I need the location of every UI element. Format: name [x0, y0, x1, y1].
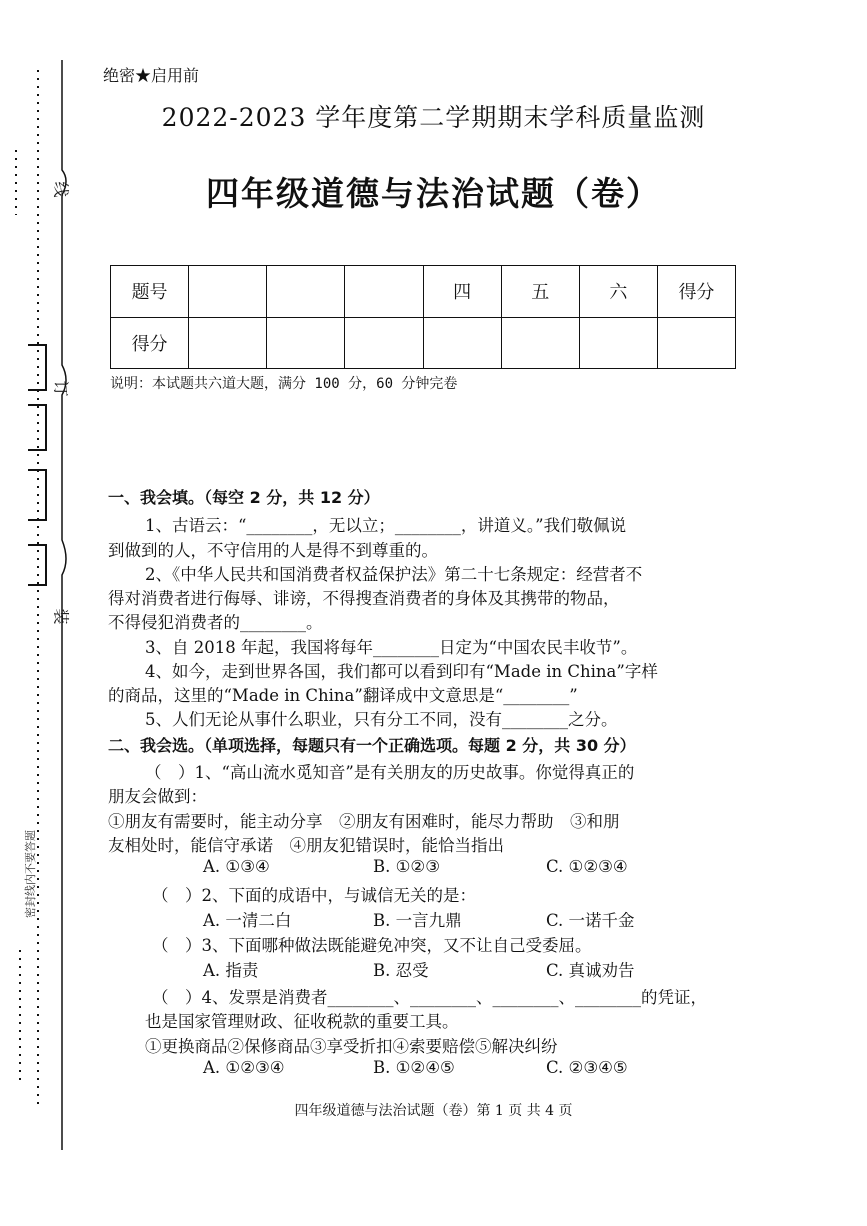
option-a: A. ①②③④ — [203, 1058, 285, 1077]
option-b: B. 一言九鼎 — [373, 911, 462, 930]
confidential-label: 绝密★启用前 — [103, 66, 200, 85]
table-cell — [267, 266, 345, 318]
table-cell: 五 — [501, 266, 579, 318]
score-table-header-row — [111, 266, 736, 318]
option-b: B. 忍受 — [373, 961, 429, 980]
table-cell — [189, 317, 267, 369]
question-line: （ ）3、下面哪种做法既能避免冲突，又不让自己受委屈。 — [152, 936, 592, 955]
question-line: 得对消费者进行侮辱、诽谤，不得搜查消费者的身体及其携带的物品， — [108, 589, 620, 608]
exam-title: 2022-2023 学年度第二学期期末学科质量监测 — [161, 103, 706, 132]
option-c: C. ②③④⑤ — [546, 1058, 628, 1077]
option-b: B. ①②③ — [373, 857, 440, 876]
score-table — [110, 265, 736, 369]
question-line: 不得侵犯消费者的________。 — [108, 613, 323, 632]
question-line: 3、自 2018 年起，我国将每年________日定为“中国农民丰收节”。 — [145, 638, 638, 657]
table-cell — [267, 317, 345, 369]
score-table-score-row — [111, 317, 736, 369]
question-line: （ ）2、下面的成语中，与诚信无关的是： — [152, 886, 476, 905]
option-c: C. 真诚劝告 — [546, 961, 635, 980]
question-line: 的商品，这里的“Made in China”翻译成中文意思是“________” — [108, 686, 578, 705]
table-cell: 得分 — [657, 266, 735, 318]
table-cell: 题号 — [111, 266, 189, 318]
table-cell — [189, 266, 267, 318]
question-line: 5、人们无论从事什么职业，只有分工不同，没有________之分。 — [145, 710, 618, 729]
option-b: B. ①②④⑤ — [373, 1058, 455, 1077]
table-cell — [345, 266, 423, 318]
question-line: 友相处时，能信守承诺 ④朋友犯错误时，能恰当指出 — [108, 836, 504, 855]
question-line: 也是国家管理财政、征收税款的重要工具。 — [145, 1012, 459, 1031]
option-a: A. 指责 — [203, 961, 259, 980]
section-2-heading: 二、我会选。（单项选择，每题只有一个正确选项。每题 2 分，共 30 分） — [108, 736, 636, 755]
question-line: 2、《中华人民共和国消费者权益保护法》第二十七条规定：经营者不 — [145, 565, 643, 584]
table-cell: 得分 — [111, 317, 189, 369]
question-line: ①更换商品②保修商品③享受折扣④索要赔偿⑤解决纠纷 — [145, 1037, 558, 1056]
table-cell — [423, 317, 501, 369]
question-line: 4、如今，走到世界各国，我们都可以看到印有“Made in China”字样 — [145, 662, 658, 681]
question-line: 1、古语云：“________，无以立；________，讲道义。”我们敬佩说 — [145, 516, 627, 535]
option-a: A. 一清二白 — [203, 911, 292, 930]
section-1-heading: 一、我会填。（每空 2 分，共 12 分） — [108, 488, 380, 507]
option-c: C. 一诺千金 — [546, 911, 635, 930]
option-c: C. ①②③④ — [546, 857, 628, 876]
question-line: （ ）1、“高山流水觅知音”是有关朋友的历史故事。你觉得真正的 — [145, 763, 635, 782]
exam-subtitle: 四年级道德与法治试题（卷） — [206, 174, 661, 213]
table-cell — [579, 317, 657, 369]
question-line: 到做到的人，不守信用的人是得不到尊重的。 — [108, 541, 438, 560]
binding-side-text: 密封线内不要答题 — [24, 830, 37, 918]
option-a: A. ①③④ — [203, 857, 270, 876]
question-line: （ ）4、发票是消费者________、________、________、________的凭证， — [152, 988, 707, 1007]
binding-label-ding: 订 — [51, 380, 71, 397]
table-cell: 四 — [423, 266, 501, 318]
table-cell — [345, 317, 423, 369]
binding-label-xian: 线 — [51, 181, 71, 198]
table-cell — [657, 317, 735, 369]
table-cell: 六 — [579, 266, 657, 318]
question-line: 朋友会做到： — [108, 787, 207, 806]
table-cell — [501, 317, 579, 369]
exam-instructions: 说明：本试题共六道大题，满分 100 分，60 分钟完卷 — [110, 376, 458, 392]
binding-label-zhuang: 装 — [51, 608, 71, 625]
question-line: ①朋友有需要时，能主动分享 ②朋友有困难时，能尽力帮助 ③和朋 — [108, 812, 620, 831]
page-footer: 四年级道德与法治试题（卷）第 1 页 共 4 页 — [294, 1103, 573, 1119]
